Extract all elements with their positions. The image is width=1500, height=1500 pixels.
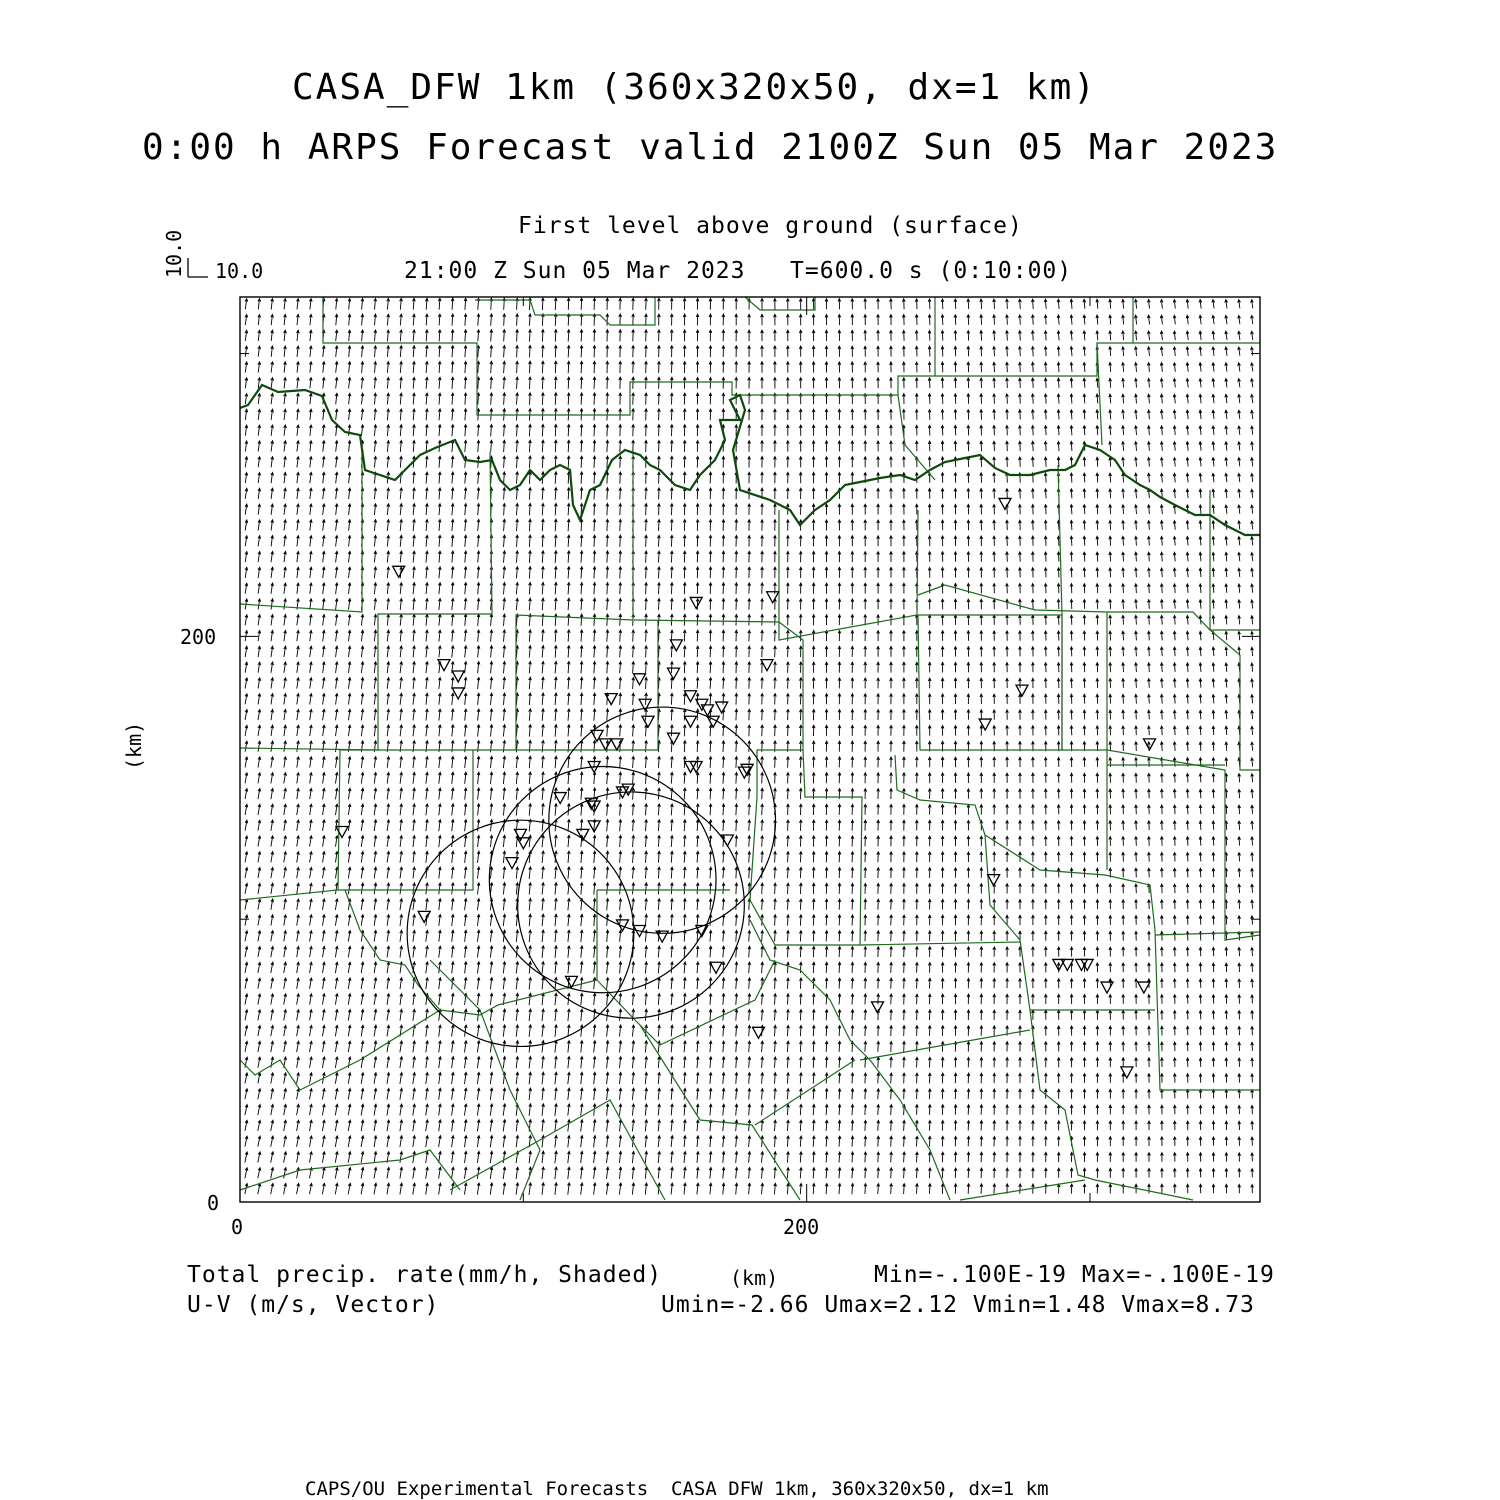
red-river-boundary xyxy=(240,385,1260,535)
station-marker xyxy=(753,1027,765,1038)
radar-ring xyxy=(489,766,716,992)
vector-key-u-label: 10.0 xyxy=(215,259,264,283)
county-line xyxy=(1030,1010,1193,1200)
x-tick-label: 200 xyxy=(783,1215,820,1239)
station-marker xyxy=(611,739,623,750)
vector-key-icon xyxy=(188,258,208,277)
precip-minmax: Min=-.100E-19 Max=-.100E-19 xyxy=(874,1262,1275,1288)
station-marker xyxy=(685,691,697,702)
county-line xyxy=(750,797,860,945)
county-line xyxy=(1107,612,1260,940)
county-line xyxy=(750,920,950,1200)
station-marker xyxy=(685,716,697,727)
county-line xyxy=(345,890,597,1015)
vector-key-v-label: 10.0 xyxy=(162,229,186,278)
county-line xyxy=(640,1025,800,1200)
county-line xyxy=(475,297,655,325)
valid-time-label: 21:00 Z Sun 05 Mar 2023 T=600.0 s (0:10:00) xyxy=(404,258,1073,284)
shaded-field-label: Total precip. rate(mm/h, Shaded) xyxy=(187,1262,663,1288)
county-line xyxy=(1058,465,1107,870)
x-tick-label: 0 xyxy=(231,1215,244,1239)
county-line xyxy=(895,755,1260,1090)
vector-field-label: U-V (m/s, Vector) xyxy=(187,1292,440,1318)
county-line xyxy=(898,395,935,480)
x-axis-unit: (km) xyxy=(730,1266,779,1290)
station-marker xyxy=(506,858,518,869)
footer-credit: CAPS/OU Experimental Forecasts CASA DFW 1km, 360x320x50, dx=1 km xyxy=(305,1478,1049,1500)
county-line xyxy=(960,1180,1085,1200)
wind-vectors xyxy=(245,298,1254,1195)
county-line xyxy=(918,615,1062,750)
county-line xyxy=(918,585,1260,630)
station-marker xyxy=(999,498,1011,509)
station-marker xyxy=(1138,982,1150,993)
county-line xyxy=(323,297,1260,415)
county-line xyxy=(745,297,815,310)
station-marker xyxy=(452,688,464,699)
station-marker xyxy=(668,733,680,744)
station-marker xyxy=(600,739,612,750)
county-line xyxy=(860,1030,1030,1060)
county-line xyxy=(985,835,1155,1010)
station-marker xyxy=(393,566,405,577)
figure-subtitle: 0:00 h ARPS Forecast valid 2100Z Sun 05 Mar 2023 xyxy=(142,127,1279,168)
county-line xyxy=(516,620,658,750)
wind-vector-field xyxy=(245,298,1254,1195)
station-marker xyxy=(634,674,646,685)
county-line xyxy=(755,1060,855,1125)
station-marker xyxy=(690,597,702,608)
station-marker xyxy=(716,702,728,713)
level-label: First level above ground (surface) xyxy=(518,213,1023,239)
county-line xyxy=(779,510,918,640)
station-marker xyxy=(591,730,603,741)
county-line xyxy=(803,750,1020,945)
station-marker xyxy=(617,920,629,931)
station-marker xyxy=(761,660,773,671)
y-tick-label: 200 xyxy=(180,625,217,649)
station-marker xyxy=(642,716,654,727)
wind-minmax: Umin=-2.66 Umax=2.12 Vmin=1.48 Vmax=8.73 xyxy=(661,1292,1255,1318)
y-tick-label: 0 xyxy=(207,1191,220,1215)
station-marker xyxy=(1121,1067,1133,1078)
station-marker xyxy=(336,827,348,838)
station-marker xyxy=(668,668,680,679)
county-line xyxy=(1155,932,1260,935)
station-marker xyxy=(1016,685,1028,696)
y-axis-unit: (km) xyxy=(122,721,146,770)
station-marker xyxy=(517,838,529,849)
county-line xyxy=(430,960,540,1200)
station-marker xyxy=(1101,982,1113,993)
figure-title: CASA_DFW 1km (360x320x50, dx=1 km) xyxy=(292,67,1097,108)
radar-ring xyxy=(549,707,776,933)
radar-coverage-rings xyxy=(407,707,775,1046)
county-line xyxy=(240,1010,440,1090)
station-marker xyxy=(767,592,779,603)
county-line xyxy=(240,452,633,900)
